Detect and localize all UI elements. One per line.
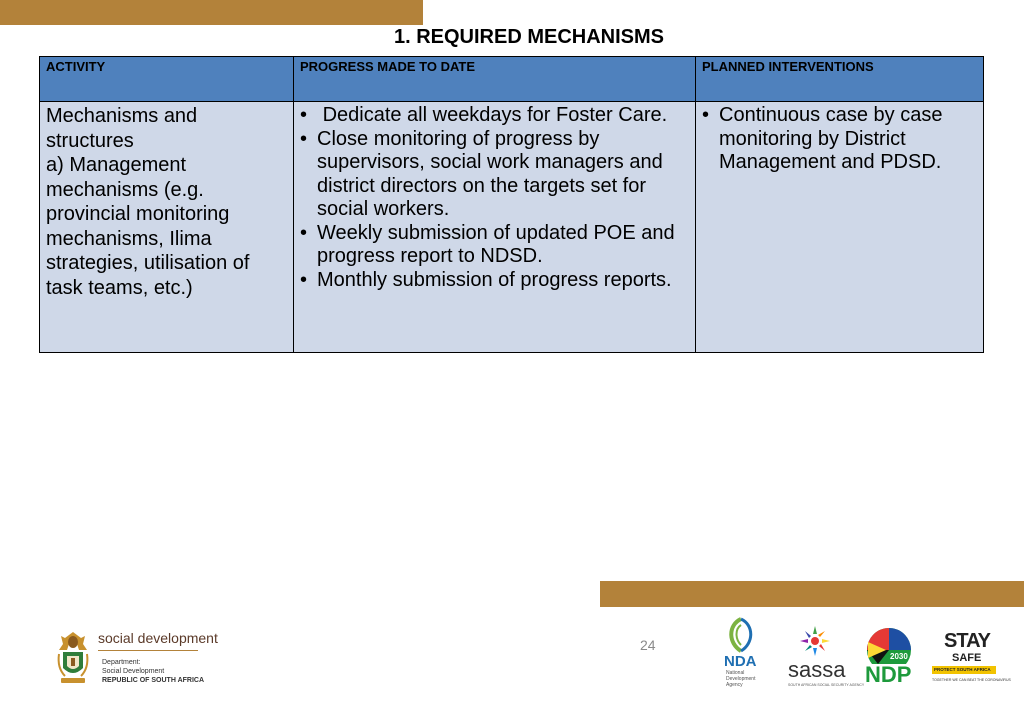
- safe-wordmark: SAFE: [952, 652, 982, 664]
- list-item: • Continuous case by case monitoring by District Management and PDSD.: [702, 104, 977, 175]
- department-text: Department: Social Development REPUBLIC OF SOUTH AFRICA: [102, 659, 205, 684]
- stay-safe-logo: [932, 630, 1011, 690]
- ndp-wordmark: NDP: [865, 662, 912, 687]
- stay-safe-banner-text: PROTECT SOUTH AFRICA: [934, 667, 991, 672]
- page-number: 24: [640, 637, 656, 653]
- nda-swirl-icon: [724, 617, 758, 653]
- progress-cell: [294, 102, 696, 353]
- table-row: [40, 102, 984, 353]
- progress-list: [300, 104, 689, 292]
- sassa-burst-icon: [798, 624, 832, 658]
- stay-wordmark: STAY: [944, 630, 991, 652]
- table-header-row: [40, 57, 984, 102]
- activity-cell: [40, 102, 294, 353]
- sassa-logo: [786, 624, 865, 690]
- stay-safe-tagline: TOGETHER WE CAN BEAT THE CORONAVIRUS: [932, 678, 1011, 682]
- social-development-logo: [55, 628, 218, 690]
- ndp-year: 2030: [890, 652, 908, 661]
- ndp-logo: [862, 628, 916, 688]
- list-item: • Close monitoring of progress by supervisors, social work managers and district directors on the targets set for social workers.: [300, 128, 689, 222]
- list-item: • Weekly submission of updated POE and progress report to NDSD.: [300, 222, 689, 269]
- bottom-accent-bar: [600, 581, 1024, 607]
- nda-wordmark: NDA: [724, 653, 757, 670]
- coat-of-arms-icon: [55, 628, 91, 688]
- header-progress: PROGRESS MADE TO DATE: [294, 57, 696, 102]
- nda-subtitle: National Development Agency: [726, 670, 756, 688]
- sassa-wordmark: sassa: [788, 657, 846, 682]
- slide-title: 1. REQUIRED MECHANISMS: [393, 26, 665, 48]
- social-development-name: social development: [98, 630, 218, 646]
- top-accent-bar: [0, 0, 423, 25]
- interventions-list: [702, 104, 977, 175]
- interventions-cell: [696, 102, 984, 353]
- nda-logo: [720, 617, 764, 691]
- list-item: • Dedicate all weekdays for Foster Care.: [300, 104, 689, 128]
- mechanisms-table: [39, 56, 984, 353]
- header-activity: ACTIVITY: [40, 57, 294, 102]
- logo-divider: [98, 650, 198, 651]
- sassa-tagline: SOUTH AFRICAN SOCIAL SECURITY AGENCY: [788, 683, 865, 687]
- activity-text: Mechanisms and structures a) Management mechanisms (e.g. provincial monitoring mechanisms, Ilima strategies, utilisation of task teams, etc.): [46, 105, 250, 299]
- list-item: • Monthly submission of progress reports.: [300, 269, 689, 293]
- header-interventions: PLANNED INTERVENTIONS: [696, 57, 984, 102]
